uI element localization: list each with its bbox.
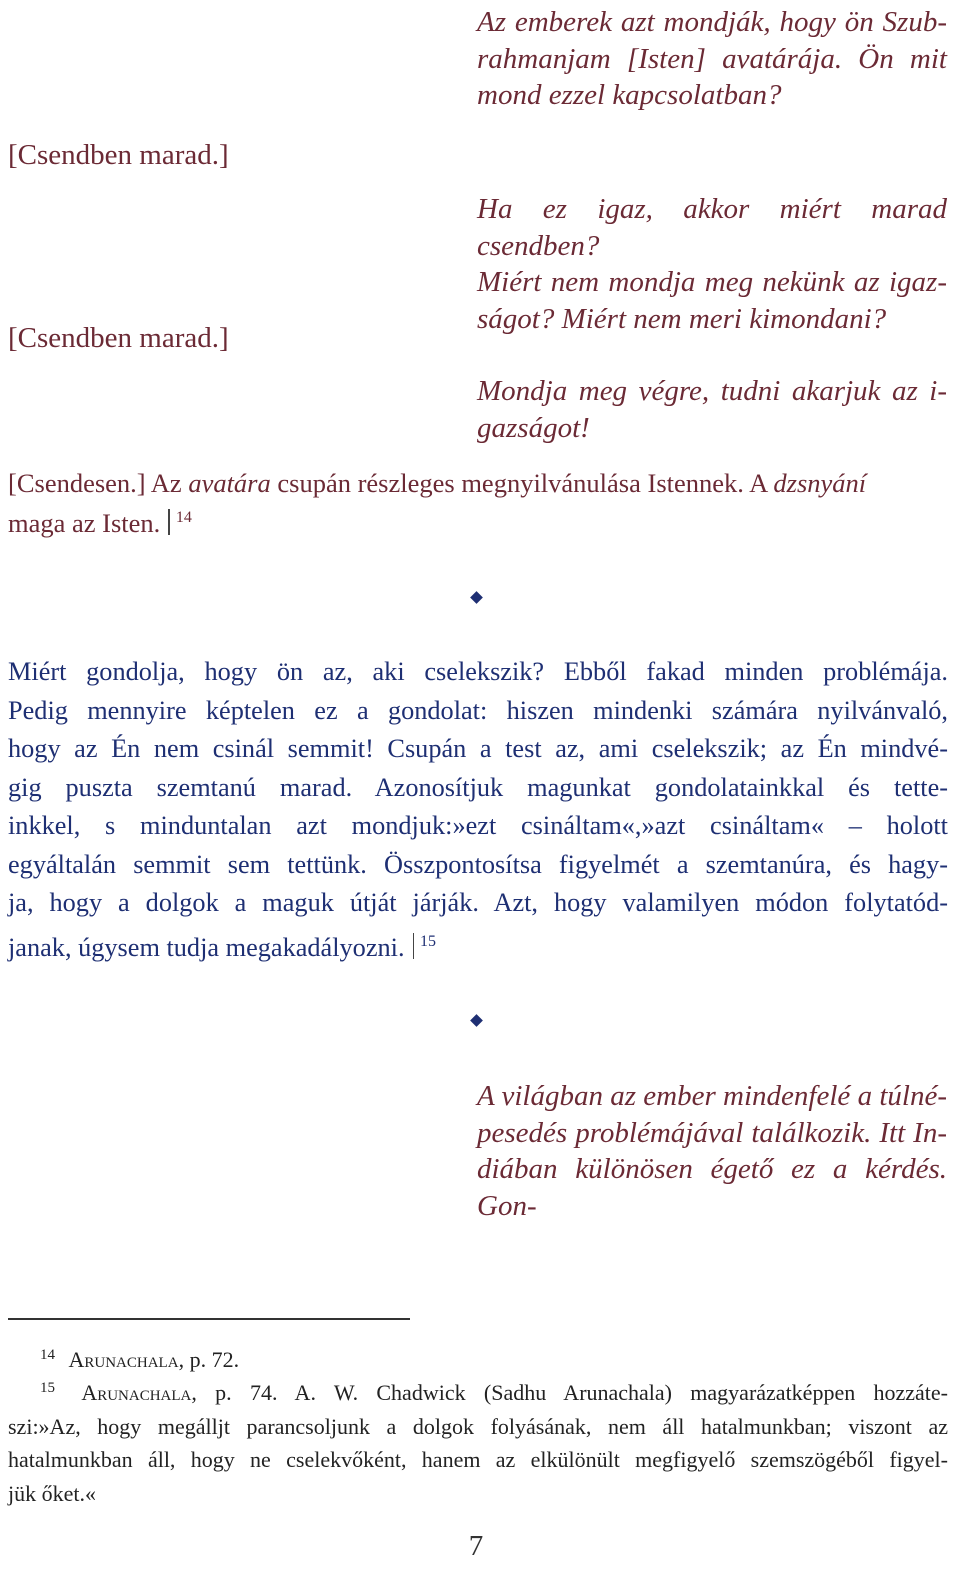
question-2 [477, 191, 947, 337]
question-1 [477, 4, 947, 114]
footnote-number: 14 [40, 1347, 55, 1363]
text-run: [Csendesen.] Az [8, 468, 189, 498]
question-3 [477, 373, 947, 446]
footnote-source: Arunachala [81, 1380, 192, 1405]
footnote-14 [40, 1339, 948, 1377]
footnote-text: , p. 72. [178, 1347, 240, 1372]
body-line: egyáltalán semmit sem tettünk. Összpontosítsa figyelmét a szemtanúra, és hagy- [8, 849, 948, 879]
answer-paragraph [8, 467, 948, 540]
question-line: ságot? Miért nem meri kimondani? [477, 302, 887, 335]
footnote-separator [8, 1318, 410, 1320]
footnote-line: jük őket.« [8, 1480, 96, 1506]
body-line: hogy az Én nem csinál semmit! Csupán a test az, ami cselekszik; az Én mindvé- [8, 734, 948, 763]
body-line: Miért gondolja, hogy ön az, aki cselekszik? Ebből fakad minden problémája. [8, 657, 948, 686]
question-line: Ha ez igaz, akkor miért marad csendben? [477, 193, 947, 262]
question-line: mond ezzel kapcsolatban? [477, 79, 782, 111]
question-line: A világban az ember mindenfelé a túlné- [477, 1080, 947, 1112]
body-line: janak, úgysem tudja megakadályozni. [8, 932, 405, 962]
text-run: csupán részleges megnyilvánulása Istennek. A [270, 468, 774, 498]
question-line: Az emberek azt mondják, hogy ön Szub- [477, 6, 947, 38]
question-line: Mondja meg végre, tudni akarjuk az i- [477, 375, 947, 407]
answer-1: [Csendben marad.] [8, 139, 229, 171]
footnote-text: , p. 74. A. W. Chadwick (Sadhu Arunachala) magyarázatképpen hozzáte- [191, 1380, 949, 1405]
question-4 [477, 1078, 947, 1224]
body-line: inkkel, s minduntalan azt mondjuk:»ezt csináltam«,»azt csináltam« – holott [8, 811, 948, 840]
footnote-source: Arunachala [68, 1347, 179, 1372]
body-paragraph [8, 653, 948, 967]
question-line: gazságot! [477, 411, 590, 444]
question-line: Miért nem mondja meg nekünk az igaz- [477, 266, 947, 298]
footnote-15 [8, 1372, 948, 1510]
text-run: maga az Isten. [8, 507, 161, 538]
question-line: diában különösen égető ez a kérdés. Gon- [477, 1153, 947, 1222]
text-run: dzsnyání [773, 468, 867, 498]
footnote-marker-bar [168, 509, 170, 535]
footnote-reference-15: 15 [420, 932, 437, 950]
page-number: 7 [468, 1530, 484, 1562]
text-run: avatára [188, 468, 271, 498]
footnote-marker-bar [413, 933, 415, 959]
body-line: Pedig mennyire képtelen ez a gondolat: hiszen mindenki számára nyilvánvaló, [8, 695, 948, 725]
question-line: pesedés problémájával találkozik. Itt In- [477, 1116, 947, 1149]
body-line: gig puszta szemtanú marad. Azonosítjuk magunkat gondolatainkkal és tette- [8, 772, 948, 802]
question-line: rahmanjam [Isten] avatárája. Ön mit [477, 42, 947, 75]
body-line: ja, hogy a dolgok a maguk útját járják. Azt, hogy valamilyen módon folytatód- [8, 888, 948, 917]
section-divider-diamond-icon [470, 591, 483, 604]
section-divider-diamond-icon [470, 1014, 483, 1027]
footnote-number: 15 [40, 1380, 55, 1396]
footnote-reference-14: 14 [175, 508, 192, 526]
answer-2: [Csendben marad.] [8, 322, 229, 354]
footnote-line: szi:»Az, hogy megálljt parancsoljunk a dolgok folyásának, nem áll hatalmunkban; viszont az [8, 1413, 948, 1439]
footnote-line: hatalmunkban áll, hogy ne cselekvőként, hanem az elkülönült megfigyelő szemszögéből figyel- [8, 1447, 948, 1472]
